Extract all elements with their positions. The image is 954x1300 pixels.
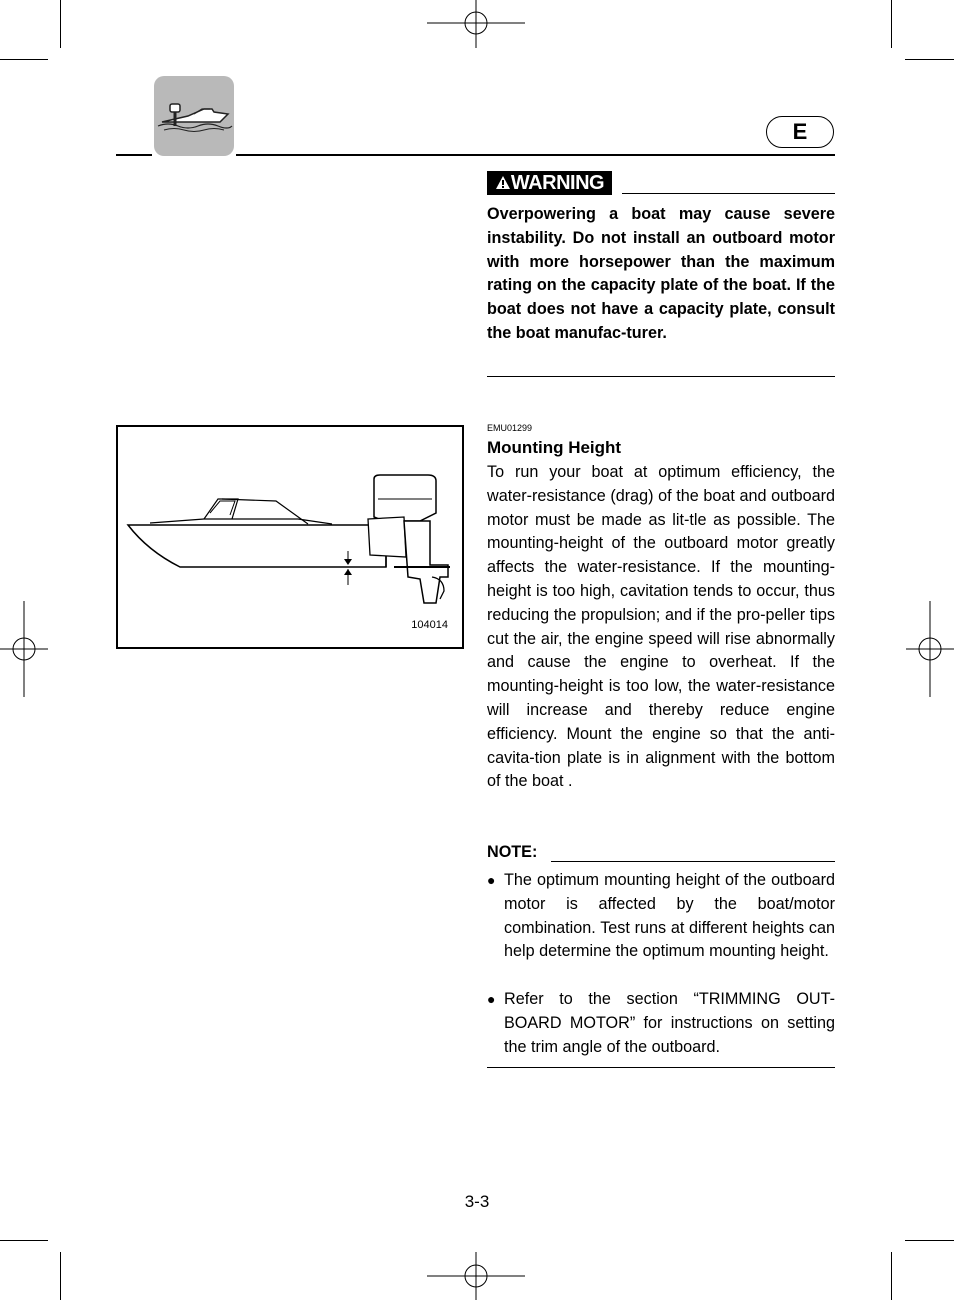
crop-mark <box>905 59 954 60</box>
registration-mark <box>427 0 525 48</box>
crop-mark <box>905 1240 954 1241</box>
mounting-height-figure <box>116 425 464 649</box>
section-code: EMU01299 <box>487 423 533 433</box>
note-label: NOTE: <box>487 843 538 861</box>
crop-mark <box>0 59 48 60</box>
crop-mark <box>0 1240 48 1241</box>
note-item-text: The optimum mounting height of the outboard motor is affected by the boat/motor combination. Test runs at different heights can help determine the optimum mounting height. <box>504 871 835 961</box>
registration-mark <box>0 601 48 697</box>
section-icon-box <box>154 76 234 156</box>
bullet-icon: ● <box>487 991 496 1007</box>
language-badge: E <box>766 116 834 148</box>
note-item <box>487 988 835 1060</box>
warning-text: Overpowering a boat may cause severe instability. Do not install an outboard motor with more horsepower than the maximum rating on the capacity plate of the boat. If the boat does not have a capacity plate, consult the boat manufac-turer. <box>487 205 835 342</box>
note-end-rule <box>487 1067 835 1068</box>
crop-mark <box>60 0 61 48</box>
bullet-icon: ● <box>487 872 496 888</box>
registration-mark <box>906 601 954 697</box>
warning-badge <box>487 171 612 195</box>
header-rule <box>116 154 152 156</box>
section-heading: Mounting Height <box>487 438 622 457</box>
note-item <box>487 869 835 989</box>
boat-motor-illustration <box>118 427 462 647</box>
crop-mark <box>891 0 892 48</box>
figure-code: 104014 <box>411 619 448 631</box>
note-rule <box>551 861 835 862</box>
warning-triangle-icon <box>495 175 511 190</box>
warning-label: WARNING <box>510 172 605 194</box>
page-number: 3-3 <box>464 1192 490 1211</box>
crop-mark <box>60 1252 61 1300</box>
outboard-boat-icon <box>154 76 234 156</box>
section-body: To run your boat at optimum efficiency, the water-resistance (drag) of the boat and outboard motor must be made as lit-tle as possible. The mounting-height of the outboard motor greatly affects the water-resistance. If the mounting-height is too high, cavitation tends to occur, thus reducing the propulsion; and if the pro-peller tips cut the air, the engine speed will rise abnormally and cause the engine to overheat. If the mounting-height is too low, the water-resistance will increase and thereby reduce engine efficiency. Mount the engine so that the anti-cavita-tion plate is in alignment with the bottom of the boat . <box>487 463 835 791</box>
header-rule <box>236 154 835 156</box>
crop-mark <box>891 1252 892 1300</box>
note-item-text: Refer to the section “TRIMMING OUT-BOARD MOTOR” for instructions on setting the trim angle of the outboard. <box>504 990 835 1056</box>
warning-end-rule <box>487 376 835 377</box>
warning-rule <box>622 193 835 194</box>
registration-mark <box>427 1252 525 1300</box>
